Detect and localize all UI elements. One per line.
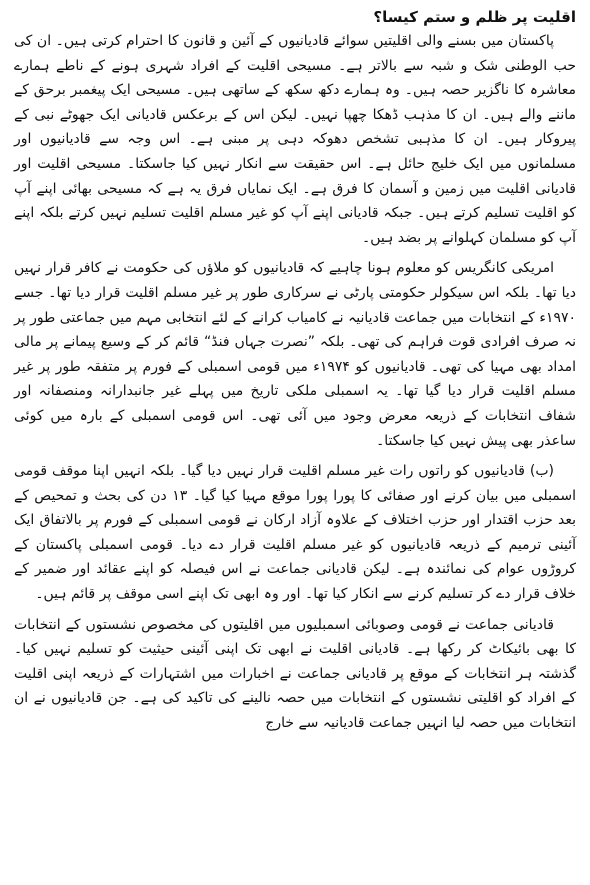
paragraph-election-boycott: قادیانی جماعت نے قومی وصوبائی اسمبلیوں میں اقلیتوں کی مخصوص نشستوں کے انتخابات کا بھی بائیکاٹ کر رکھا ہے۔ قادیانی اقلیت نے ابھی تک اپنی آئینی حیثیت کو تسلیم نہیں کیا۔ گذشتہ ہر انتخابات کے موقع پر قادیانی جماعت نے اخبارات میں اشتہارات کے ذریعہ اپنی اقلیت کے افراد کو اقلیتی نشستوں کے انتخابات میں حصہ نالینے کی تاکید کی ہے۔ جن قادیانیوں نے ان انتخابات میں حصہ لیا انہیں جماعت قادیانیہ سے خارج [14, 616, 576, 732]
section-heading: اقلیت پر ظلم و ستم کیسا؟ [373, 8, 576, 26]
paragraph-minorities: پاکستان میں بسنے والی اقلیتیں سوائے قادیانیوں کے آئین و قانون کا احترام کرتی ہیں۔ ان کی حب الوطنی شک و شبہ سے بالاتر ہے۔ مسیحی اقلیت کے افراد شہری ہونے کے ناطے ہمارے معاشرہ کا ناگزیر حصہ ہیں۔ وہ ہمارے دکھ سکھ کے ساتھی ہیں۔ مسیحی ایک پیغمبر برحق کے ماننے والے ہیں۔ ان کا مذہب ڈھکا چھپا نہیں۔ لیکن اس کے برعکس قادیانی ایک جھوٹے نبی کے پیروکار ہیں۔ ان کا مذہبی تشخص دھوکہ دہی پر مبنی ہے۔ اس وجہ سے قادیانیوں اور مسلمانوں میں ایک خلیج حائل ہے۔ اس حقیقت سے انکار نہیں کیا جاسکتا۔ مسیحی اقلیت اور قادیانی اقلیت میں زمین و آسمان کا فرق ہے۔ ایک نمایاں فرق یہ ہے کہ مسیحی بھائی اپنے آپ کو اقلیت تسلیم کرتے ہیں۔ جبکہ قادیانی اپنے آپ کو غیر مسلم اقلیت تسلیم نہیں کرتے بلکہ اپنے آپ کو مسلمان کہلوانے پر بضد ہیں۔ [14, 33, 576, 246]
paragraph-national-assembly: (ب) قادیانیوں کو راتوں رات غیر مسلم اقلیت قرار نہیں دیا گیا۔ بلکہ انہیں اپنا موقف قومی اسمبلی میں بیان کرنے اور صفائی کا پورا پورا موقع مہیا کیا گیا۔ ۱۳ دن کی بحث و تمحیص کے بعد حزب اقتدار اور حزب اختلاف کے علاوہ آزاد ارکان نے قومی اسمبلی کے فورم پر بالاتفاق ایک آئینی ترمیم کے ذریعہ قادیانیوں کو غیر مسلم اقلیت قرار دے دیا۔ قومی اسمبلی پاکستان کے کروڑوں عوام کی نمائندہ ہے۔ لیکن قادیانی جماعت نے اس فیصلہ کو اپنے عقائد اور ضمیر کے خلاف قرار دے کر تسلیم کرنے سے انکار کیا تھا۔ اور وہ ابھی تک اپنے اسی موقف پر قائم ہیں۔ [14, 463, 577, 603]
paragraph-us-congress: امریکی کانگریس کو معلوم ہونا چاہیے کہ قادیانیوں کو ملاؤں کی حکومت نے کافر قرار نہیں دیا تھا۔ بلکہ اس سیکولر حکومتی پارٹی نے سرکاری طور پر غیر مسلم اقلیت قرار دیا تھا۔ جسے ۱۹۷۰ء کے انتخابات میں جماعت قادیانیہ نے کامیاب کرانے کے لئے انتخابی مہم میں جماعتی طور پر نہ صرف افرادی قوت فراہم کی تھی۔ بلکہ ”نصرت جہاں فنڈ“ قائم کر کے وسیع پیمانے پر مالی امداد بھی مہیا کی تھی۔ قادیانیوں کو ۱۹۷۴ء میں قومی اسمبلی کے فورم پر متفقہ طور پر غیر مسلم اقلیت قرار دیا گیا تھا۔ یہ اسمبلی ملکی تاریخ میں پہلے غیر جانبدارانہ ومنصفانہ اور شفاف انتخابات کے ذریعہ معرض وجود میں آئی تھی۔ اس قومی اسمبلی کے بارہ میں کوئی ساعذر بھی پیش نہیں کیا جاسکتا۔ [14, 260, 576, 449]
